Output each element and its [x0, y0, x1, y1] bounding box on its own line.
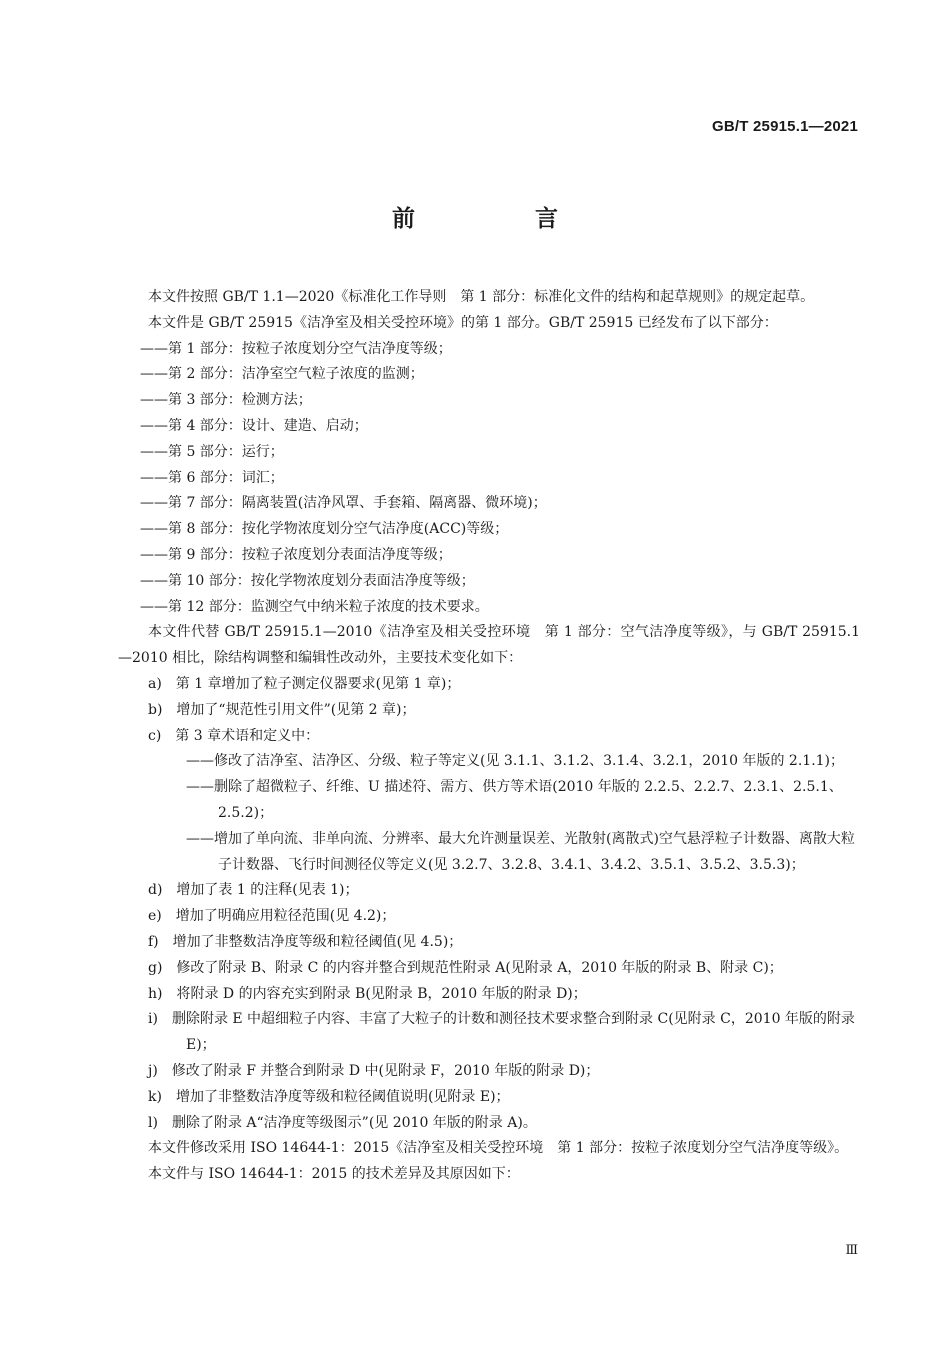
part-list-item: ——第 4 部分：设计、建造、启动；: [140, 417, 368, 434]
change-item-i: i) 删除附录 E 中超细粒子内容、丰富了大粒子的计数和测径技术要求整合到附录 C(见附录 C，2010 年版的附录 E)；: [148, 1011, 855, 1054]
change-item-f: f) 增加了非整数洁净度等级和粒径阈值(见 4.5)；: [148, 933, 463, 950]
part-list-item: ——第 1 部分：按粒子浓度划分空气洁净度等级；: [140, 340, 452, 357]
page-number: Ⅲ: [845, 1243, 858, 1258]
change-subitem: ——增加了单向流、非单向流、分辨率、最大允许测量误差、光散射(离散式)空气悬浮粒子计数器、离散大粒子计数器、飞行时间测径仪等定义(见 3.2.7、3.2.8、3.4.1、3.4.2、3.5.1、3.5.2、3.5.3)；: [186, 830, 855, 873]
change-item-h: h) 将附录 D 的内容充实到附录 B(见附录 B，2010 年版的附录 D)；: [148, 985, 587, 1002]
change-subitem: ——删除了超微粒子、纤维、U 描述符、需方、供方等术语(2010 年版的 2.2.5、2.2.7、2.3.1、2.5.1、2.5.2)；: [186, 779, 843, 821]
paragraph: 本文件按照 GB/T 1.1—2020《标准化工作导则 第 1 部分：标准化文件的结构和起草规则》的规定起草。: [148, 289, 815, 305]
change-item-l: l) 删除了附录 A“洁净度等级图示”(见 2010 年版的附录 A)。: [148, 1114, 537, 1131]
part-list-item: ——第 7 部分：隔离装置(洁净风罩、手套箱、隔离器、微环境)；: [140, 495, 547, 512]
paragraph: 本文件是 GB/T 25915《洁净室及相关受控环境》的第 1 部分。GB/T 25915 已经发布了以下部分：: [148, 314, 778, 331]
standard-number: GB/T 25915.1—2021: [712, 118, 858, 135]
paragraph: 本文件修改采用 ISO 14644-1：2015《洁净室及相关受控环境 第 1 部分：按粒子浓度划分空气洁净度等级》。: [148, 1140, 849, 1157]
change-item-a: a) 第 1 章增加了粒子测定仪器要求(见第 1 章)；: [148, 675, 461, 692]
change-item-b: b) 增加了“规范性引用文件”(见第 2 章)；: [148, 701, 416, 718]
page-title: 前 言: [391, 206, 614, 232]
part-list-item: ——第 10 部分：按化学物浓度划分表面洁净度等级；: [140, 572, 475, 589]
change-item-d: d) 增加了表 1 的注释(见表 1)；: [148, 882, 359, 899]
change-item-j: j) 修改了附录 F 并整合到附录 D 中(见附录 F，2010 年版的附录 D)；: [148, 1062, 600, 1079]
paragraph: 本文件代替 GB/T 25915.1—2010《洁净室及相关受控环境 第 1 部分：空气洁净度等级》，与 GB/T 25915.1—2010 相比，除结构调整和编辑性改动外，主要技术变化如下：: [118, 624, 860, 667]
change-item-e: e) 增加了明确应用粒径范围(见 4.2)；: [148, 908, 396, 925]
part-list-item: ——第 12 部分：监测空气中纳米粒子浓度的技术要求。: [140, 598, 489, 615]
part-list-item: ——第 8 部分：按化学物浓度划分空气洁净度(ACC)等级；: [140, 521, 509, 538]
change-item-k: k) 增加了非整数洁净度等级和粒径阈值说明(见附录 E)；: [148, 1088, 510, 1105]
part-list-item: ——第 2 部分：洁净室空气粒子浓度的监测；: [140, 366, 424, 383]
paragraph: 本文件与 ISO 14644-1：2015 的技术差异及其原因如下：: [148, 1166, 520, 1183]
document-body: [118, 285, 860, 1188]
change-item-c: c) 第 3 章术语和定义中：: [148, 727, 320, 744]
part-list-item: ——第 6 部分：词汇；: [140, 469, 284, 486]
part-list-item: ——第 3 部分：检测方法；: [140, 392, 312, 409]
part-list-item: ——第 5 部分：运行；: [140, 443, 284, 460]
change-subitem: ——修改了洁净室、洁净区、分级、粒子等定义(见 3.1.1、3.1.2、3.1.4、3.2.1，2010 年版的 2.1.1)；: [186, 753, 845, 770]
change-item-g: g) 修改了附录 B、附录 C 的内容并整合到规范性附录 A(见附录 A，2010 年版的附录 B、附录 C)；: [148, 959, 783, 976]
part-list-item: ——第 9 部分：按粒子浓度划分表面洁净度等级；: [140, 546, 452, 563]
